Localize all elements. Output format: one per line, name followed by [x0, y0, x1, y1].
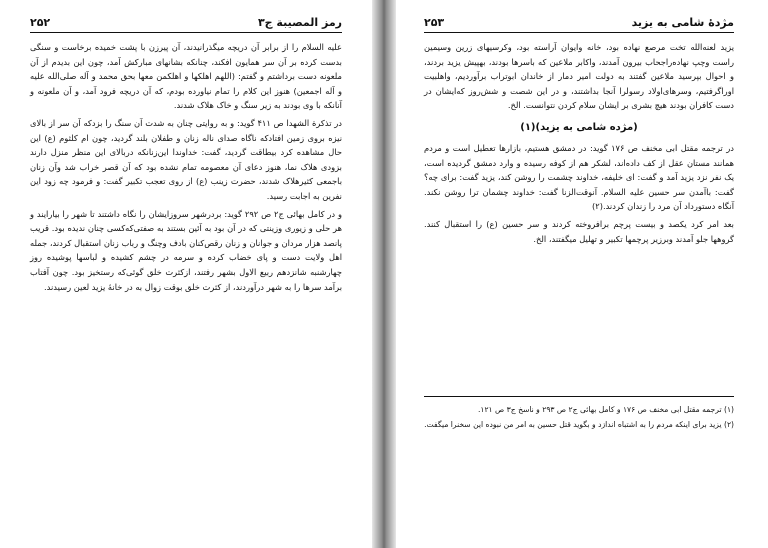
- paragraph: یزید لعنه‌الله تخت مرصع نهاده بود، خانه وایوان آراسته بود، وکرسیهای زرین وسیمین راست وچپ نهاده‌راجحاب بیرون آمدند، واکابر ملاعین که باسرها بودند، بهپیش یزید بردند، و احوال بپرسید ملاعین گفتند به دولت امیر دمار از خاندان ابوتراب برآوردیم، واهلبیت اوراگرفتیم، وسرهای‌اولاد رسولرا آنجا بداشتند، و در این شصت و شش‌روز که‌ایشان در دست کافران بودند هیچ بشری بر ایشان سلام کردن نتوانست. الخ.: [424, 42, 734, 111]
- page-number: ۲۵۲: [30, 16, 51, 29]
- paragraph: و در کامل بهائی ج۲ ص ۲۹۲ گوید: بردرشهر سروزایشان را نگاه داشتند تا شهر را بیارایند و هر حلی و زیوری وزینتی که در آن بود به آئین بستند به صفتی‌که‌کسی چنان ندیده بود. قریب پانصد هزار مردان و جوانان و زنان رقص‌کنان بادف وچنگ و رباب زنان استقبال کردند، جمله اهل ولایت دست و پای خضاب کرده و سرمه در چشم کشیده و لباسها پوشیده روز چهارشنبه شانزدهم ربیع الاول بشهر رفتند، ازکثرت خلق گوئی‌که رستخیز بود. چون آفتاب برآمد سرها را به شهر درآوردند، از کثرت خلق بوقت زوال به در خانهٔ یزید لعین رسیدند.: [30, 208, 342, 292]
- footnote: (۲) یزید برای اینکه مردم را به اشتباه اندازد و بگوید قتل حسین به امر من نبوده این سخنرا میگفت.: [424, 419, 734, 429]
- left-page: [0, 0, 372, 548]
- right-page: [396, 0, 768, 548]
- paragraph: بعد امر کرد یکصد و بیست پرچم برافروخته کردند و سر حسین (ع) را استقبال کنند. گروهها جلو آمدند وبرزیر پرچمها تکبیر و تهلیل میگفتند، الخ.: [424, 218, 734, 244]
- paragraph: علیه السلام را از برابر آن دریچه میگذرانیدند، آن پیرزن با پشت خمیده برخاست و سنگی بدست کرده بر آن سر همایون افکند، چنانکه بشانهای مبارکش آمد، چون این بدیدم از آن ملعونه دست برداشتم و گفتم: (اللهم اهلکها و اهلکمن معها بحق محمد و آله صلی‌الله علیه و آله اجمعین) هنوز این کلام را تمام نیاورده بودم، که آن دریچه فرود آمد، و آن ملعونه و آنانکه با وی بودند به زیر سنگ و خاک هلاک شدند.: [30, 42, 342, 111]
- footnotes: [424, 404, 734, 433]
- running-title: مژدهٔ شامی به یزید: [631, 16, 734, 29]
- section-heading: (مژده شامی به یزید)(۱): [520, 121, 638, 133]
- paragraph: در تذکرة الشهدا ص ۴۱۱ گوید: و به روایتی چنان به شدت آن سنگ را بزدکه آن سر از بالای نیزه بروی زمین افتادکه ناگاه صدای ناله زنان و طفلان بلند گردید، چون ام کلثوم (ع) این حال مشاهده کرد بیطاقت گردید، گفت: خداوندا این‌زنانکه دربالای این منظر منزل دارند بزودی هلاک نما، هنوز دعای آن معصومه تمام نشده بود که آن قصر خراب شد وآن زنان باجمعی کثیرهلاک شدند، حضرت زینب (ع) از روی تعجب تکبیر گفت: و فرمود چه زود این نفرین به اجابت رسید.: [30, 117, 342, 201]
- right-page-header: [424, 14, 734, 32]
- page-number: ۲۵۳: [424, 16, 445, 29]
- left-page-header: [30, 14, 342, 32]
- book-gutter: [372, 0, 396, 548]
- header-rule: [424, 32, 734, 33]
- left-page-body: [30, 40, 342, 294]
- paragraph: در ترجمه مقتل ابی مخنف ص ۱۷۶ گوید: در دمشق هستیم، بازارها تعطیل است و مردم همانند مستان عقل از کف داده‌اند، لشکر هم از کوفه رسیده و وارد دمشق گردیده است، یک نفر نزد یزید آمد و گفت: ای خلیفه، خداوند چشمت را روشن کند، یزید گفت: برای چه؟ گفت: باآمدن سر حسین علیه السلام. آنوقت‌الزنا گفت: خداوند چشمان ترا روشن نکند. آنگاه دستورداد آن مرد را زندان کردند.(۲): [424, 142, 734, 212]
- header-rule: [30, 32, 342, 33]
- footnote-rule: [424, 396, 734, 397]
- right-page-body: [424, 40, 734, 246]
- running-title: رمز المصیبة ج۳: [257, 16, 342, 29]
- footnote: (۱) ترجمه مقتل ابی مخنف ص ۱۷۶ و کامل بهائی ج۲ ص ۲۹۳ و ناسخ ج۳ ص ۱۲۱.: [477, 405, 734, 414]
